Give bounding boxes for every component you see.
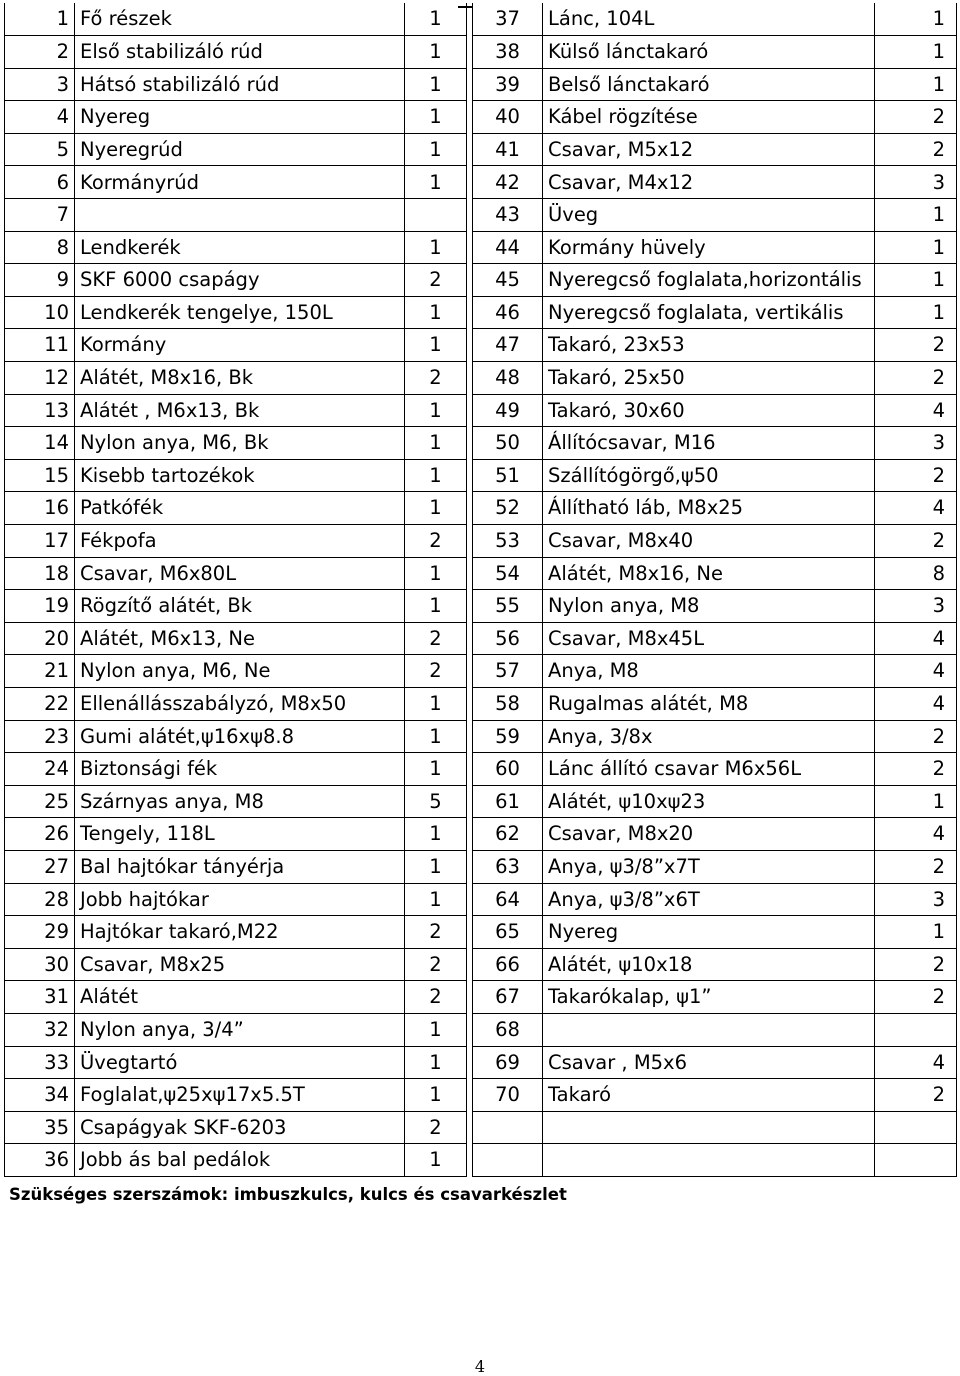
part-description: Kormányrúd	[75, 166, 405, 199]
table-row	[473, 916, 957, 949]
part-number: 37	[473, 3, 543, 36]
part-quantity: 1	[405, 68, 467, 101]
part-number: 51	[473, 459, 543, 492]
part-description: Csavar, M6x80L	[75, 557, 405, 590]
part-description: Szárnyas anya, M8	[75, 785, 405, 818]
part-number: 8	[5, 231, 75, 264]
table-row	[5, 883, 467, 916]
table-row	[5, 1046, 467, 1079]
part-quantity: 2	[405, 948, 467, 981]
part-quantity: 2	[875, 101, 957, 134]
part-quantity: 3	[875, 427, 957, 460]
table-row	[473, 264, 957, 297]
required-tools-note: Szükséges szerszámok: imbuszkulcs, kulcs és csavarkészlet	[9, 1185, 567, 1204]
part-number: 45	[473, 264, 543, 297]
table-row	[5, 394, 467, 427]
part-description	[75, 199, 405, 232]
part-number: 54	[473, 557, 543, 590]
table-row	[473, 3, 957, 36]
part-quantity	[405, 199, 467, 232]
part-number: 16	[5, 492, 75, 525]
part-description: Takaró, 25x50	[543, 362, 875, 395]
part-quantity: 1	[405, 329, 467, 362]
part-number: 22	[5, 687, 75, 720]
part-quantity: 4	[875, 394, 957, 427]
part-number: 43	[473, 199, 543, 232]
table-row	[5, 1013, 467, 1046]
part-quantity: 2	[405, 916, 467, 949]
table-row	[473, 1144, 957, 1177]
part-description	[543, 1013, 875, 1046]
table-row	[473, 525, 957, 558]
part-number: 21	[5, 655, 75, 688]
part-number: 29	[5, 916, 75, 949]
table-row	[5, 590, 467, 623]
part-quantity: 2	[405, 655, 467, 688]
page-number: 4	[474, 1357, 486, 1376]
part-number: 57	[473, 655, 543, 688]
table-row	[5, 785, 467, 818]
table-row	[473, 818, 957, 851]
table-row	[473, 36, 957, 69]
part-description: Nylon anya, 3/4”	[75, 1013, 405, 1046]
part-quantity: 4	[875, 492, 957, 525]
part-description: Alátét , M6x13, Bk	[75, 394, 405, 427]
part-number: 3	[5, 68, 75, 101]
table-row	[5, 231, 467, 264]
part-quantity: 2	[405, 264, 467, 297]
table-row	[473, 948, 957, 981]
part-description: Csapágyak SKF-6203	[75, 1111, 405, 1144]
table-row	[473, 329, 957, 362]
part-quantity: 5	[405, 785, 467, 818]
part-quantity: 1	[405, 1046, 467, 1079]
part-quantity: 2	[405, 362, 467, 395]
table-row	[473, 231, 957, 264]
part-number: 64	[473, 883, 543, 916]
part-number: 7	[5, 199, 75, 232]
table-row	[473, 753, 957, 786]
part-quantity: 4	[875, 655, 957, 688]
table-row	[473, 1046, 957, 1079]
part-number: 23	[5, 720, 75, 753]
part-description: Nylon anya, M6, Ne	[75, 655, 405, 688]
part-quantity: 1	[405, 492, 467, 525]
part-description: Állítható láb, M8x25	[543, 492, 875, 525]
part-quantity: 2	[405, 525, 467, 558]
part-number: 53	[473, 525, 543, 558]
part-number: 39	[473, 68, 543, 101]
part-quantity: 1	[875, 3, 957, 36]
part-number: 5	[5, 133, 75, 166]
part-number: 19	[5, 590, 75, 623]
part-number: 13	[5, 394, 75, 427]
table-row	[5, 818, 467, 851]
table-row	[5, 1079, 467, 1112]
part-description: Patkófék	[75, 492, 405, 525]
part-quantity: 1	[405, 3, 467, 36]
part-number: 32	[5, 1013, 75, 1046]
table-row	[473, 492, 957, 525]
part-quantity: 2	[875, 1079, 957, 1112]
part-number: 24	[5, 753, 75, 786]
table-row	[473, 1079, 957, 1112]
part-number: 11	[5, 329, 75, 362]
part-quantity: 1	[405, 753, 467, 786]
table-row	[5, 68, 467, 101]
part-number: 6	[5, 166, 75, 199]
part-number: 49	[473, 394, 543, 427]
table-row	[473, 68, 957, 101]
table-row	[5, 492, 467, 525]
part-description: Alátét	[75, 981, 405, 1014]
table-row	[5, 3, 467, 36]
part-description: Külső lánctakaró	[543, 36, 875, 69]
part-quantity: 2	[875, 720, 957, 753]
table-row	[5, 362, 467, 395]
part-number: 20	[5, 622, 75, 655]
part-number: 34	[5, 1079, 75, 1112]
table-row	[5, 622, 467, 655]
part-description: Lendkerék	[75, 231, 405, 264]
part-quantity: 1	[875, 916, 957, 949]
part-description: Csavar, M8x40	[543, 525, 875, 558]
parts-table-left	[4, 3, 467, 1177]
part-description: Rögzítő alátét, Bk	[75, 590, 405, 623]
part-description: Kormány	[75, 329, 405, 362]
part-number: 33	[5, 1046, 75, 1079]
part-quantity: 2	[405, 1111, 467, 1144]
table-row	[5, 1144, 467, 1177]
table-row	[473, 296, 957, 329]
table-row	[5, 687, 467, 720]
part-description: Anya, ψ3/8”x7T	[543, 850, 875, 883]
table-row	[5, 850, 467, 883]
parts-list	[0, 3, 960, 1177]
part-description: Jobb ás bal pedálok	[75, 1144, 405, 1177]
part-description: Csavar, M8x45L	[543, 622, 875, 655]
table-row	[473, 362, 957, 395]
part-quantity: 1	[405, 231, 467, 264]
part-description: Üvegtartó	[75, 1046, 405, 1079]
part-description: Nyereg	[75, 101, 405, 134]
part-quantity: 8	[875, 557, 957, 590]
part-number: 30	[5, 948, 75, 981]
table-row	[5, 133, 467, 166]
part-description: Nyeregcső foglalata, vertikális	[543, 296, 875, 329]
part-description: Nyeregrúd	[75, 133, 405, 166]
part-quantity: 2	[875, 981, 957, 1014]
part-number: 50	[473, 427, 543, 460]
part-quantity: 3	[875, 590, 957, 623]
table-row	[5, 427, 467, 460]
part-quantity: 1	[875, 36, 957, 69]
part-quantity: 4	[875, 818, 957, 851]
table-row	[473, 199, 957, 232]
table-row	[473, 655, 957, 688]
part-quantity: 1	[405, 459, 467, 492]
table-row	[5, 1111, 467, 1144]
part-quantity: 1	[875, 785, 957, 818]
part-quantity: 2	[875, 362, 957, 395]
part-quantity: 1	[875, 231, 957, 264]
part-description: Üveg	[543, 199, 875, 232]
part-description: Takaró, 30x60	[543, 394, 875, 427]
part-quantity	[875, 1111, 957, 1144]
part-description: Fő részek	[75, 3, 405, 36]
table-row	[473, 981, 957, 1014]
part-quantity: 2	[875, 948, 957, 981]
table-row	[5, 720, 467, 753]
table-row	[5, 296, 467, 329]
part-quantity: 1	[405, 427, 467, 460]
part-number: 44	[473, 231, 543, 264]
table-row	[5, 264, 467, 297]
part-quantity: 2	[875, 525, 957, 558]
part-description: Kábel rögzítése	[543, 101, 875, 134]
part-description: Ellenállásszabályzó, M8x50	[75, 687, 405, 720]
part-number: 59	[473, 720, 543, 753]
part-number: 27	[5, 850, 75, 883]
part-quantity: 1	[405, 720, 467, 753]
part-quantity: 2	[405, 622, 467, 655]
part-description: Lendkerék tengelye, 150L	[75, 296, 405, 329]
part-description: Nyeregcső foglalata,horizontális	[543, 264, 875, 297]
part-description: Csavar , M5x6	[543, 1046, 875, 1079]
part-quantity: 3	[875, 883, 957, 916]
part-description: Biztonsági fék	[75, 753, 405, 786]
table-row	[473, 166, 957, 199]
part-description: Csavar, M8x25	[75, 948, 405, 981]
part-description: Nyereg	[543, 916, 875, 949]
table-row	[5, 199, 467, 232]
part-description: Alátét, M8x16, Ne	[543, 557, 875, 590]
part-number: 14	[5, 427, 75, 460]
part-number: 69	[473, 1046, 543, 1079]
part-number: 47	[473, 329, 543, 362]
part-description: Lánc, 104L	[543, 3, 875, 36]
part-description: Hajtókar takaró,M22	[75, 916, 405, 949]
part-number: 4	[5, 101, 75, 134]
part-quantity: 4	[875, 1046, 957, 1079]
parts-table-right	[472, 3, 957, 1177]
table-row	[5, 36, 467, 69]
part-quantity: 1	[405, 1144, 467, 1177]
part-quantity	[875, 1144, 957, 1177]
part-quantity: 1	[875, 199, 957, 232]
part-number: 12	[5, 362, 75, 395]
table-row	[5, 655, 467, 688]
table-row	[5, 101, 467, 134]
part-quantity: 1	[405, 590, 467, 623]
table-row	[473, 850, 957, 883]
table-row	[473, 622, 957, 655]
part-number: 61	[473, 785, 543, 818]
part-quantity: 1	[405, 557, 467, 590]
part-number: 1	[5, 3, 75, 36]
table-row	[473, 459, 957, 492]
table-row	[473, 101, 957, 134]
part-description: Gumi alátét,ψ16xψ8.8	[75, 720, 405, 753]
table-row	[5, 329, 467, 362]
part-description	[543, 1144, 875, 1177]
part-number: 41	[473, 133, 543, 166]
part-quantity: 1	[405, 166, 467, 199]
part-number: 28	[5, 883, 75, 916]
part-description: Nylon anya, M8	[543, 590, 875, 623]
table-row	[473, 720, 957, 753]
table-row	[5, 753, 467, 786]
table-row	[473, 1013, 957, 1046]
table-row	[473, 133, 957, 166]
part-description: Lánc állító csavar M6x56L	[543, 753, 875, 786]
part-number	[473, 1144, 543, 1177]
part-number: 17	[5, 525, 75, 558]
table-row	[473, 1111, 957, 1144]
part-description: Csavar, M8x20	[543, 818, 875, 851]
part-description: Nylon anya, M6, Bk	[75, 427, 405, 460]
part-quantity: 1	[405, 101, 467, 134]
part-quantity: 1	[875, 68, 957, 101]
part-quantity: 1	[405, 850, 467, 883]
table-row	[5, 916, 467, 949]
part-quantity: 2	[875, 850, 957, 883]
part-quantity: 1	[405, 883, 467, 916]
part-description: Kisebb tartozékok	[75, 459, 405, 492]
part-quantity: 2	[875, 133, 957, 166]
part-number: 55	[473, 590, 543, 623]
part-quantity: 1	[405, 36, 467, 69]
table-row	[5, 557, 467, 590]
part-description: Bal hajtókar tányérja	[75, 850, 405, 883]
part-number: 36	[5, 1144, 75, 1177]
part-quantity: 1	[405, 818, 467, 851]
part-quantity: 4	[875, 622, 957, 655]
part-number	[473, 1111, 543, 1144]
table-row	[473, 394, 957, 427]
part-quantity: 1	[405, 296, 467, 329]
part-quantity: 1	[405, 1013, 467, 1046]
part-number: 58	[473, 687, 543, 720]
part-description: Belső lánctakaró	[543, 68, 875, 101]
table-row	[5, 459, 467, 492]
part-quantity: 1	[405, 687, 467, 720]
part-number: 31	[5, 981, 75, 1014]
part-number: 2	[5, 36, 75, 69]
part-number: 70	[473, 1079, 543, 1112]
table-row	[473, 590, 957, 623]
table-row	[473, 557, 957, 590]
part-description: Jobb hajtókar	[75, 883, 405, 916]
part-description: Anya, M8	[543, 655, 875, 688]
part-description: Foglalat,ψ25xψ17x5.5T	[75, 1079, 405, 1112]
part-number: 56	[473, 622, 543, 655]
part-description: Első stabilizáló rúd	[75, 36, 405, 69]
table-row	[5, 166, 467, 199]
part-number: 26	[5, 818, 75, 851]
part-description: Alátét, M8x16, Bk	[75, 362, 405, 395]
part-number: 65	[473, 916, 543, 949]
part-description: Anya, ψ3/8”x6T	[543, 883, 875, 916]
table-row	[473, 427, 957, 460]
part-number: 52	[473, 492, 543, 525]
part-number: 48	[473, 362, 543, 395]
part-quantity: 3	[875, 166, 957, 199]
table-row	[5, 981, 467, 1014]
part-quantity	[875, 1013, 957, 1046]
part-description: Hátsó stabilizáló rúd	[75, 68, 405, 101]
part-number: 38	[473, 36, 543, 69]
part-description: Anya, 3/8x	[543, 720, 875, 753]
table-row	[5, 948, 467, 981]
part-description: Alátét, M6x13, Ne	[75, 622, 405, 655]
table-row	[473, 687, 957, 720]
part-quantity: 1	[875, 264, 957, 297]
part-description	[543, 1111, 875, 1144]
table-row	[473, 785, 957, 818]
part-number: 62	[473, 818, 543, 851]
part-number: 66	[473, 948, 543, 981]
part-number: 18	[5, 557, 75, 590]
part-quantity: 1	[875, 296, 957, 329]
part-quantity: 1	[405, 133, 467, 166]
part-description: Állítócsavar, M16	[543, 427, 875, 460]
part-description: Fékpofa	[75, 525, 405, 558]
part-number: 63	[473, 850, 543, 883]
part-description: Takaró, 23x53	[543, 329, 875, 362]
part-quantity: 2	[875, 329, 957, 362]
part-number: 67	[473, 981, 543, 1014]
table-row	[5, 525, 467, 558]
part-description: Takaró	[543, 1079, 875, 1112]
part-number: 40	[473, 101, 543, 134]
part-quantity: 2	[875, 753, 957, 786]
part-number: 10	[5, 296, 75, 329]
part-description: Tengely, 118L	[75, 818, 405, 851]
part-quantity: 2	[875, 459, 957, 492]
part-description: Szállítógörgő,ψ50	[543, 459, 875, 492]
part-number: 35	[5, 1111, 75, 1144]
part-number: 15	[5, 459, 75, 492]
part-description: Kormány hüvely	[543, 231, 875, 264]
part-number: 60	[473, 753, 543, 786]
part-quantity: 1	[405, 1079, 467, 1112]
part-description: Csavar, M4x12	[543, 166, 875, 199]
part-number: 9	[5, 264, 75, 297]
part-number: 68	[473, 1013, 543, 1046]
part-quantity: 4	[875, 687, 957, 720]
table-row	[473, 883, 957, 916]
part-description: Csavar, M5x12	[543, 133, 875, 166]
part-quantity: 2	[405, 981, 467, 1014]
part-description: SKF 6000 csapágy	[75, 264, 405, 297]
part-number: 42	[473, 166, 543, 199]
part-number: 25	[5, 785, 75, 818]
part-description: Takarókalap, ψ1”	[543, 981, 875, 1014]
part-number: 46	[473, 296, 543, 329]
part-description: Alátét, ψ10x18	[543, 948, 875, 981]
part-description: Alátét, ψ10xψ23	[543, 785, 875, 818]
part-quantity: 1	[405, 394, 467, 427]
part-description: Rugalmas alátét, M8	[543, 687, 875, 720]
